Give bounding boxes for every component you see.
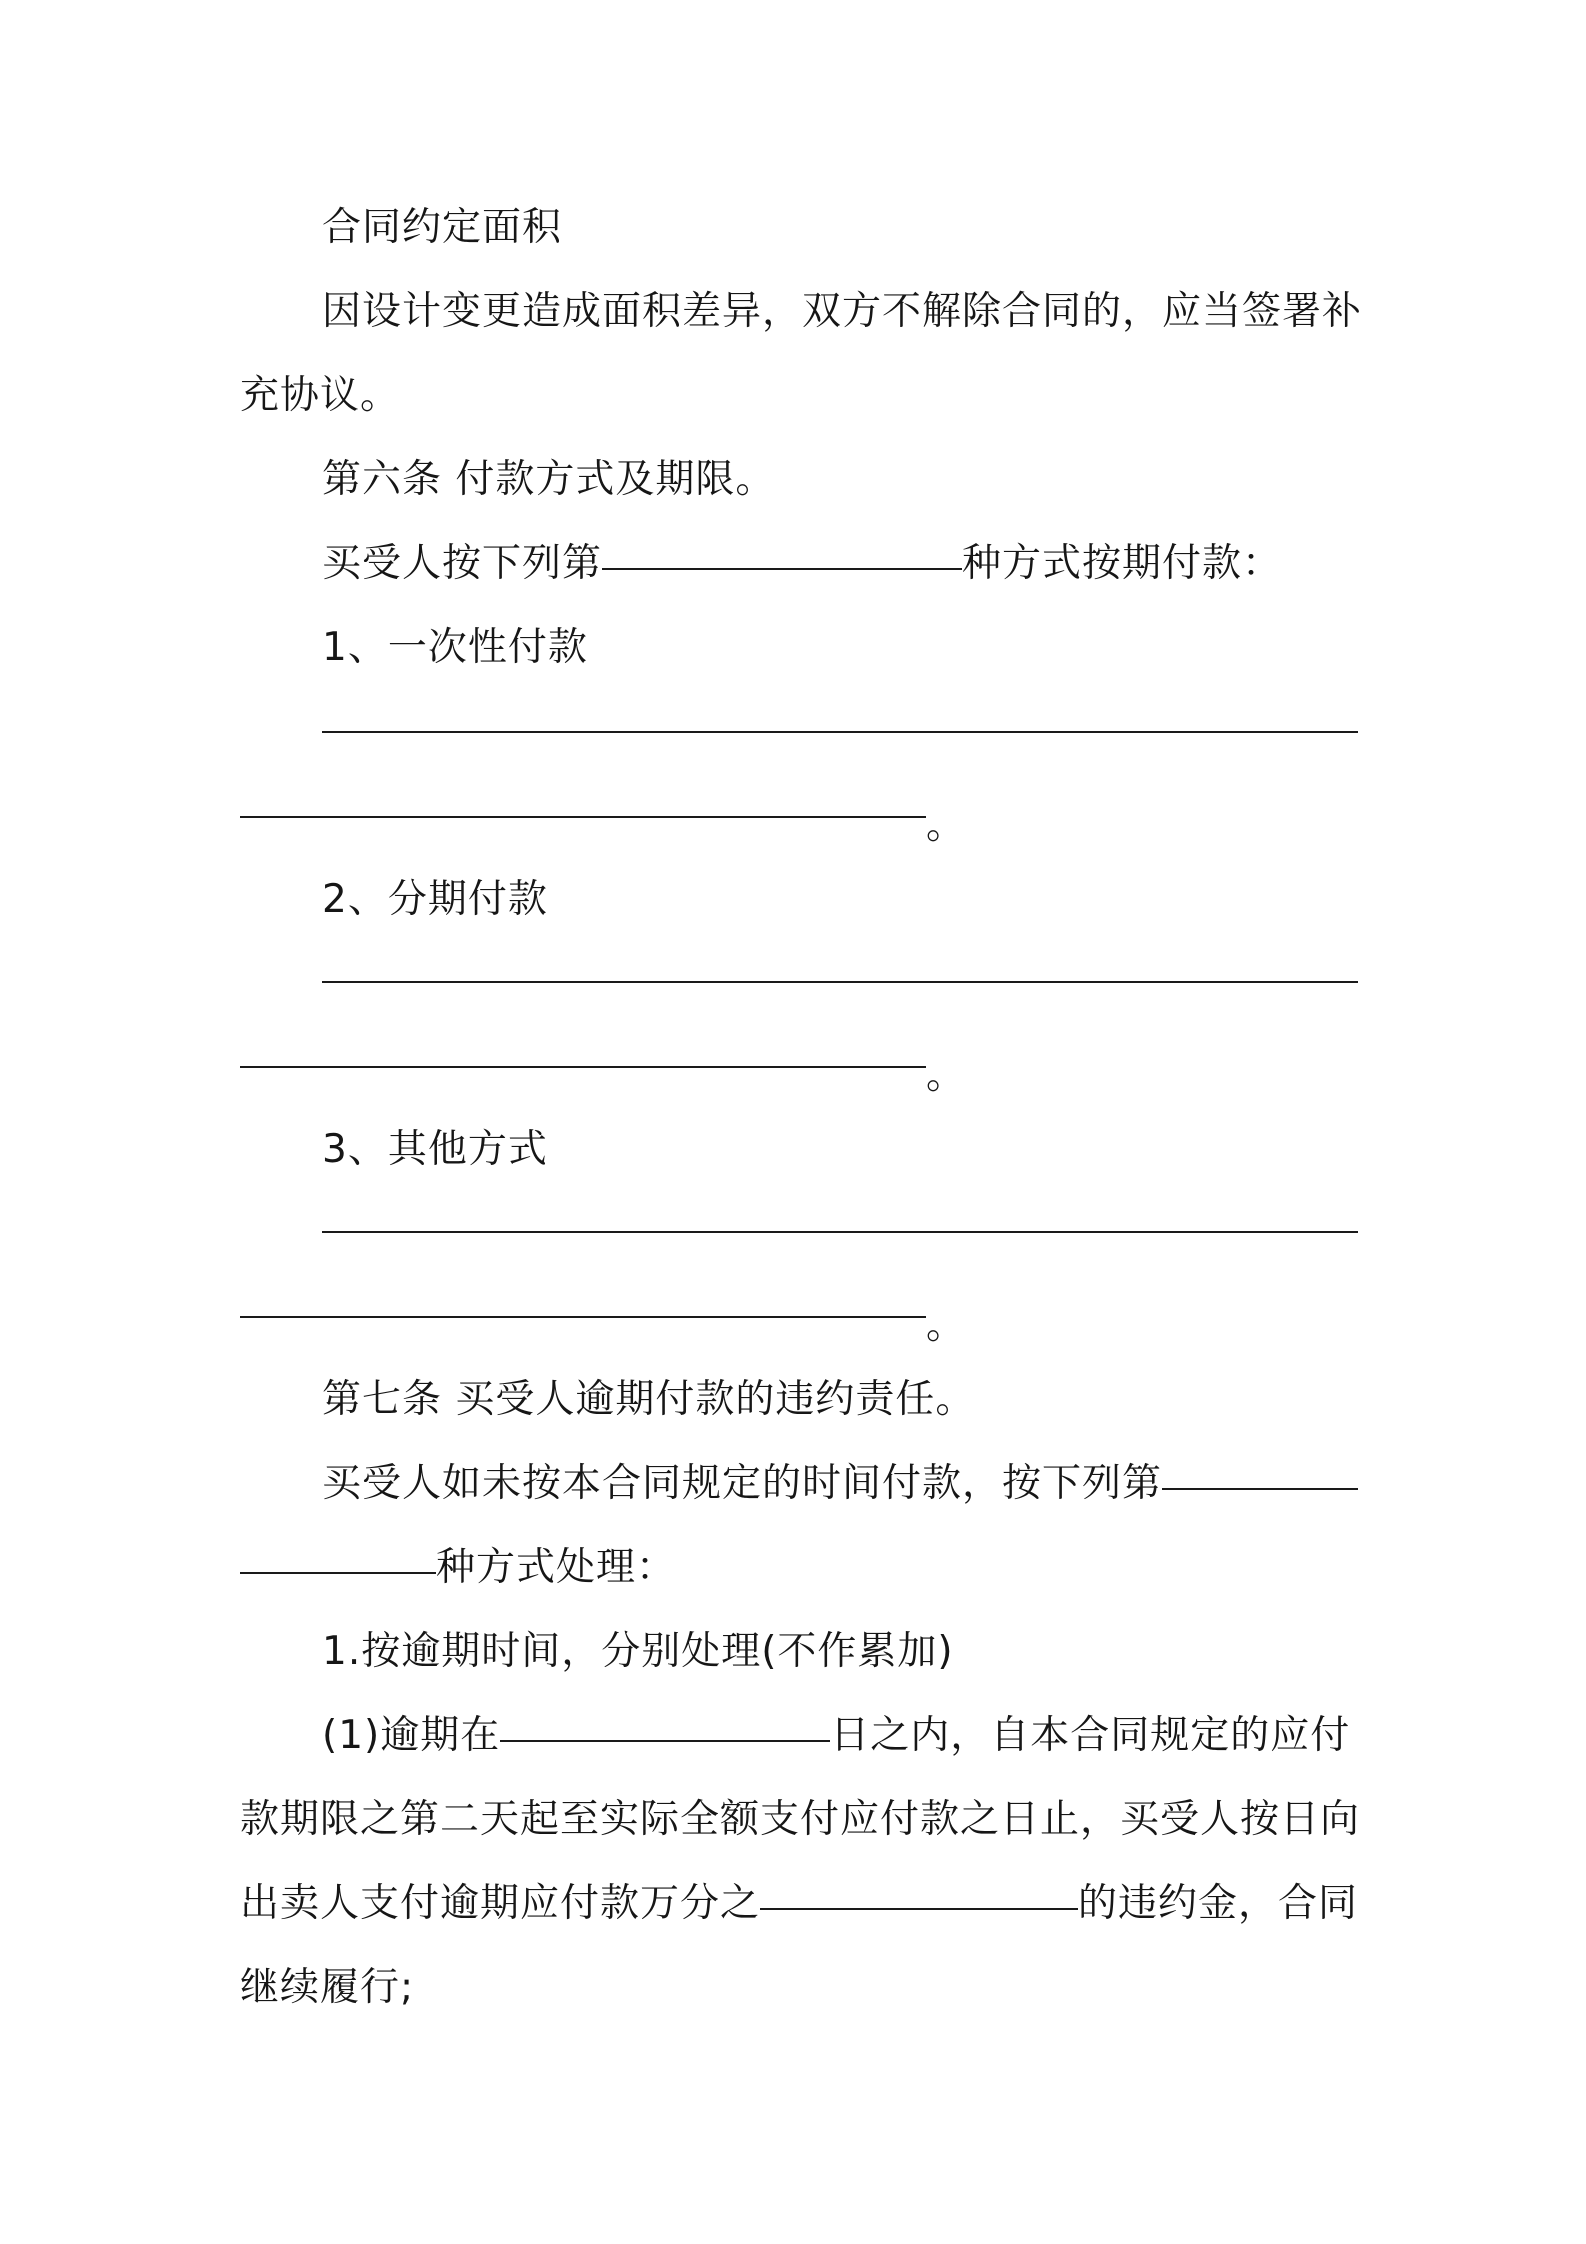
period-mark: 。 [926, 1303, 966, 1348]
fill-in-line[interactable] [240, 1066, 926, 1068]
text-segment: 种方式按期付款： [962, 541, 1283, 586]
period-mark: 。 [926, 803, 966, 848]
fill-in-blank[interactable] [240, 1538, 436, 1574]
text-line: 充协议。 [240, 373, 401, 418]
text-segment: 出卖人支付逾期应付款万分之 [240, 1881, 761, 1926]
fill-in-line[interactable] [322, 981, 1358, 983]
payment-option-heading: 1、一次性付款 [322, 625, 588, 670]
text-line [322, 1704, 1350, 1768]
period-mark: 。 [926, 1053, 966, 1098]
fill-in-blank[interactable] [602, 534, 962, 570]
text-line: 合同约定面积 [322, 205, 563, 250]
text-line [240, 1536, 676, 1600]
article-six-heading: 第六条 付款方式及期限。 [322, 457, 776, 502]
text-segment: 买受人按下列第 [322, 541, 603, 586]
payment-option-heading: 2、分期付款 [322, 877, 548, 922]
fill-in-line[interactable] [322, 1231, 1358, 1233]
text-segment: 日之内，自本合同规定的应付 [830, 1713, 1351, 1758]
text-line: 因设计变更造成面积差异，双方不解除合同的，应当签署补 [322, 289, 1363, 334]
text-segment: 买受人如未按本合同规定的时间付款，按下列第 [322, 1461, 1163, 1506]
text-line: 款期限之第二天起至实际全额支付应付款之日止，买受人按日向 [240, 1797, 1361, 1842]
payment-option-heading: 3、其他方式 [322, 1127, 548, 1172]
fill-in-blank[interactable] [500, 1706, 830, 1742]
text-line: 1.按逾期时间，分别处理(不作累加) [322, 1629, 954, 1674]
fill-in-line[interactable] [322, 731, 1358, 733]
article-seven-heading: 第七条 买受人逾期付款的违约责任。 [322, 1377, 976, 1422]
text-line: 继续履行; [240, 1965, 415, 2010]
text-segment: 种方式处理： [436, 1545, 677, 1590]
text-line [240, 1872, 1358, 1936]
text-segment: (1)逾期在 [322, 1713, 501, 1758]
text-segment: 的违约金，合同 [1078, 1881, 1359, 1926]
text-line [322, 532, 1282, 596]
fill-in-blank[interactable] [760, 1874, 1078, 1910]
fill-in-blank[interactable] [1162, 1454, 1358, 1490]
fill-in-line[interactable] [240, 816, 926, 818]
fill-in-line[interactable] [240, 1316, 926, 1318]
text-line [322, 1452, 1358, 1516]
